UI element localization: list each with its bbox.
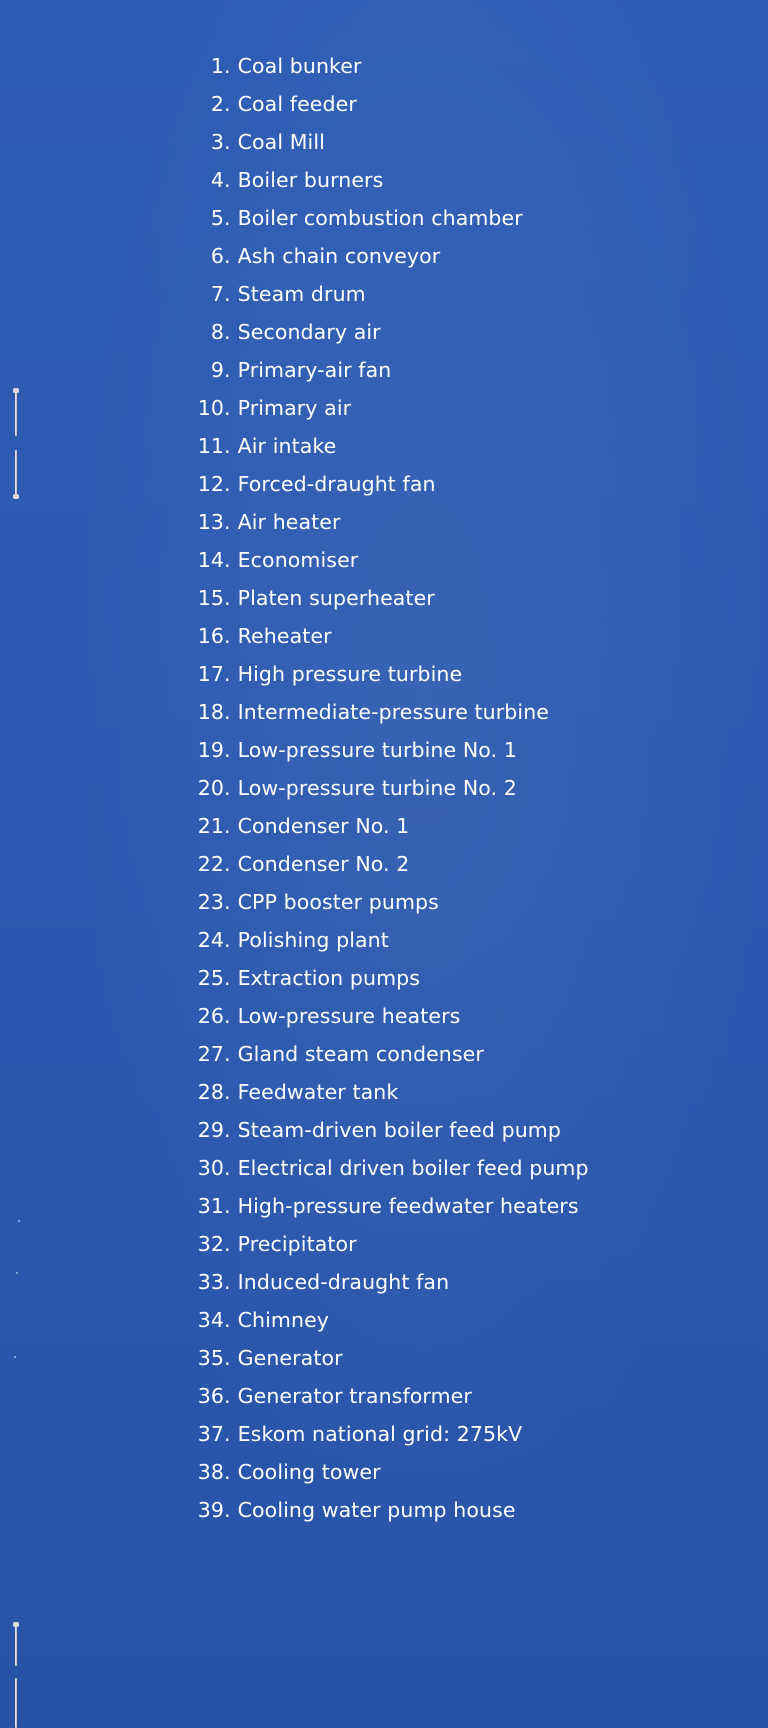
legend-item-separator: . — [224, 510, 231, 534]
legend-item-label: Intermediate-pressure turbine — [237, 700, 550, 724]
legend-item-label: Chimney — [237, 1308, 330, 1332]
legend-item — [170, 1149, 589, 1187]
legend-item — [170, 313, 589, 351]
legend-item-separator: . — [224, 624, 231, 648]
legend-item-number: 4 — [210, 168, 224, 192]
legend-item — [170, 427, 589, 465]
legend-item-number: 18 — [197, 700, 224, 724]
legend-item — [170, 997, 589, 1035]
legend-item-separator: . — [224, 244, 231, 268]
legend-item — [170, 1377, 589, 1415]
legend-item-number: 16 — [197, 624, 224, 648]
legend-item-number: 8 — [210, 320, 224, 344]
legend-item-separator: . — [224, 1460, 231, 1484]
legend-item — [170, 237, 589, 275]
legend-item-number: 12 — [197, 472, 224, 496]
legend-item-number: 38 — [197, 1460, 224, 1484]
legend-item — [170, 1491, 589, 1529]
legend-item — [170, 693, 589, 731]
legend-item-separator: . — [224, 130, 231, 154]
legend-item-separator: . — [224, 358, 231, 382]
legend-item-label: Boiler combustion chamber — [237, 206, 523, 230]
legend-item-separator: . — [224, 1004, 231, 1028]
legend-item — [170, 617, 589, 655]
legend-item-separator: . — [224, 206, 231, 230]
legend-item-number: 23 — [197, 890, 224, 914]
legend-item-number: 15 — [197, 586, 224, 610]
legend-item-separator: . — [224, 1422, 231, 1446]
legend-item-number: 26 — [197, 1004, 224, 1028]
legend-item-separator: . — [224, 586, 231, 610]
legend-item — [170, 769, 589, 807]
legend-item-label: Coal feeder — [237, 92, 357, 116]
legend-item-separator: . — [224, 1232, 231, 1256]
legend-item-separator: . — [224, 700, 231, 724]
legend-item-number: 29 — [197, 1118, 224, 1142]
legend-item-number: 36 — [197, 1384, 224, 1408]
legend-item-separator: . — [224, 1080, 231, 1104]
legend-item — [170, 1111, 589, 1149]
legend-item-label: Primary air — [237, 396, 352, 420]
legend-item-separator: . — [224, 396, 231, 420]
legend-item-number: 28 — [197, 1080, 224, 1104]
legend-item-separator: . — [224, 890, 231, 914]
legend-item-separator: . — [224, 738, 231, 762]
legend-item-label: Condenser No. 2 — [237, 852, 410, 876]
legend-item-number: 39 — [197, 1498, 224, 1522]
print-speck — [18, 1220, 20, 1222]
legend-item-separator: . — [224, 168, 231, 192]
legend-item — [170, 541, 589, 579]
legend-item-number: 30 — [197, 1156, 224, 1180]
component-legend-list — [170, 47, 589, 1529]
legend-item — [170, 465, 589, 503]
legend-item-number: 19 — [197, 738, 224, 762]
legend-item-number: 5 — [210, 206, 224, 230]
legend-item-separator: . — [224, 1194, 231, 1218]
legend-item-number: 10 — [197, 396, 224, 420]
legend-item — [170, 123, 589, 161]
legend-item-label: Secondary air — [237, 320, 381, 344]
legend-item-number: 34 — [197, 1308, 224, 1332]
legend-item — [170, 1453, 589, 1491]
legend-item-number: 25 — [197, 966, 224, 990]
legend-item-separator: . — [224, 472, 231, 496]
legend-item-separator: . — [224, 814, 231, 838]
legend-item — [170, 275, 589, 313]
legend-item — [170, 1263, 589, 1301]
legend-item-separator: . — [224, 966, 231, 990]
legend-item-separator: . — [224, 776, 231, 800]
legend-item-label: CPP booster pumps — [237, 890, 439, 914]
legend-item-label: Coal bunker — [237, 54, 362, 78]
legend-item — [170, 579, 589, 617]
legend-item-label: Boiler burners — [237, 168, 384, 192]
legend-item-number: 33 — [197, 1270, 224, 1294]
legend-item — [170, 1073, 589, 1111]
legend-item-label: Electrical driven boiler feed pump — [237, 1156, 589, 1180]
legend-item-number: 20 — [197, 776, 224, 800]
legend-item-label: Extraction pumps — [237, 966, 421, 990]
legend-item-separator: . — [224, 548, 231, 572]
legend-item-number: 7 — [210, 282, 224, 306]
legend-item-separator: . — [224, 320, 231, 344]
legend-item-separator: . — [224, 1346, 231, 1370]
legend-item-separator: . — [224, 282, 231, 306]
legend-item-label: Generator transformer — [237, 1384, 472, 1408]
legend-item-label: Steam drum — [237, 282, 366, 306]
legend-item — [170, 351, 589, 389]
print-speck — [16, 1272, 18, 1274]
legend-item-label: Platen superheater — [237, 586, 435, 610]
legend-item-separator: . — [224, 54, 231, 78]
legend-item — [170, 389, 589, 427]
legend-item — [170, 1187, 589, 1225]
legend-item-number: 17 — [197, 662, 224, 686]
legend-item — [170, 883, 589, 921]
legend-item-separator: . — [224, 1156, 231, 1180]
legend-item-label: Eskom national grid: 275kV — [237, 1422, 523, 1446]
top-staple — [13, 388, 21, 500]
legend-item-number: 32 — [197, 1232, 224, 1256]
legend-item — [170, 1339, 589, 1377]
legend-item-label: Feedwater tank — [237, 1080, 399, 1104]
legend-item-label: Reheater — [237, 624, 332, 648]
legend-item — [170, 655, 589, 693]
legend-item — [170, 47, 589, 85]
legend-item-separator: . — [224, 928, 231, 952]
legend-item-label: Air intake — [237, 434, 337, 458]
legend-item-label: Condenser No. 1 — [237, 814, 410, 838]
legend-item — [170, 1415, 589, 1453]
legend-item-label: Low-pressure turbine No. 2 — [237, 776, 517, 800]
legend-item-separator: . — [224, 1270, 231, 1294]
legend-item — [170, 1225, 589, 1263]
legend-item-label: High pressure turbine — [237, 662, 463, 686]
legend-item — [170, 959, 589, 997]
legend-item — [170, 85, 589, 123]
legend-item-number: 31 — [197, 1194, 224, 1218]
legend-item — [170, 503, 589, 541]
legend-item-separator: . — [224, 1042, 231, 1066]
legend-item-label: High-pressure feedwater heaters — [237, 1194, 579, 1218]
legend-item-separator: . — [224, 852, 231, 876]
legend-item-number: 1 — [210, 54, 224, 78]
legend-item-separator: . — [224, 434, 231, 458]
legend-item-number: 9 — [210, 358, 224, 382]
legend-item — [170, 921, 589, 959]
legend-item-number: 21 — [197, 814, 224, 838]
legend-item — [170, 199, 589, 237]
legend-item-label: Air heater — [237, 510, 341, 534]
legend-item-label: Low-pressure turbine No. 1 — [237, 738, 517, 762]
legend-item-number: 35 — [197, 1346, 224, 1370]
legend-item-label: Gland steam condenser — [237, 1042, 484, 1066]
legend-item-label: Economiser — [237, 548, 359, 572]
legend-item-number: 24 — [197, 928, 224, 952]
legend-item-label: Cooling tower — [237, 1460, 381, 1484]
legend-item-number: 14 — [197, 548, 224, 572]
legend-item-label: Induced-draught fan — [237, 1270, 450, 1294]
legend-item-number: 27 — [197, 1042, 224, 1066]
legend-item-label: Polishing plant — [237, 928, 389, 952]
legend-item-label: Steam-driven boiler feed pump — [237, 1118, 561, 1142]
legend-item — [170, 731, 589, 769]
legend-item-separator: . — [224, 92, 231, 116]
legend-item-label: Forced-draught fan — [237, 472, 436, 496]
legend-item-separator: . — [224, 1118, 231, 1142]
legend-item-number: 3 — [210, 130, 224, 154]
legend-item-label: Ash chain conveyor — [237, 244, 441, 268]
legend-item-number: 2 — [210, 92, 224, 116]
legend-item-separator: . — [224, 1498, 231, 1522]
legend-item — [170, 1301, 589, 1339]
legend-item-separator: . — [224, 662, 231, 686]
legend-item-number: 37 — [197, 1422, 224, 1446]
legend-item-label: Cooling water pump house — [237, 1498, 516, 1522]
legend-item-separator: . — [224, 1384, 231, 1408]
legend-item — [170, 807, 589, 845]
bottom-staple — [13, 1622, 21, 1728]
legend-item-number: 13 — [197, 510, 224, 534]
legend-item-label: Coal Mill — [237, 130, 325, 154]
legend-item-number: 22 — [197, 852, 224, 876]
legend-item — [170, 845, 589, 883]
legend-item-label: Low-pressure heaters — [237, 1004, 461, 1028]
legend-item — [170, 161, 589, 199]
legend-item-label: Primary-air fan — [237, 358, 392, 382]
print-speck — [14, 1356, 16, 1358]
legend-item-label: Generator — [237, 1346, 343, 1370]
legend-item-number: 6 — [210, 244, 224, 268]
legend-item — [170, 1035, 589, 1073]
legend-item-separator: . — [224, 1308, 231, 1332]
legend-item-label: Precipitator — [237, 1232, 357, 1256]
legend-item-number: 11 — [197, 434, 224, 458]
